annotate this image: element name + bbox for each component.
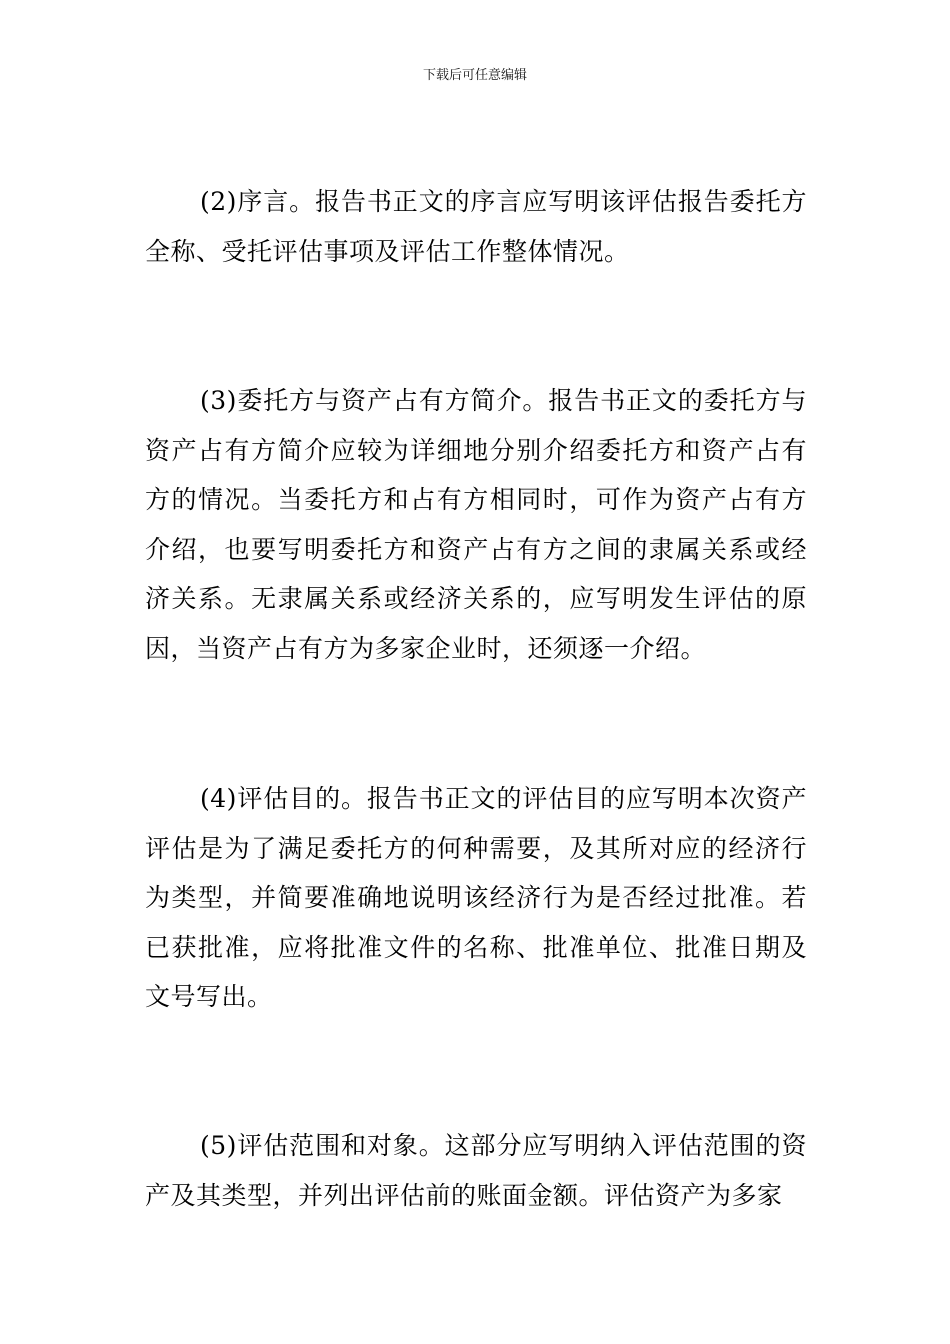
paragraph-evaluation-scope: (5)评估范围和对象。这部分应写明纳入评估范围的资产及其类型，并列出评估前的账面金额。评估资产为多家 <box>145 1131 807 1210</box>
page-header-note: 下载后可任意编辑 <box>422 68 527 83</box>
paragraph-evaluation-purpose: (4)评估目的。报告书正文的评估目的应写明本次资产评估是为了满足委托方的何种需要，及其所对应的经济行为类型，并简要准确地说明该经济行为是否经过批准。若已获批准，应将批准文件的名称、批准单位、批准日期及文号写出。 <box>145 784 807 1011</box>
paragraph-preface: (2)序言。报告书正文的序言应写明该评估报告委托方全称、受托评估事项及评估工作整体情况。 <box>145 187 807 266</box>
paragraph-client-intro: (3)委托方与资产占有方简介。报告书正文的委托方与资产占有方简介应较为详细地分别介绍委托方和资产占有方的情况。当委托方和占有方相同时，可作为资产占有方介绍，也要写明委托方和资产占有方之间的隶属关系或经济关系。无隶属关系或经济关系的，应写明发生评估的原因，当资产占有方为多家企业时，还须逐一介绍。 <box>145 386 807 663</box>
